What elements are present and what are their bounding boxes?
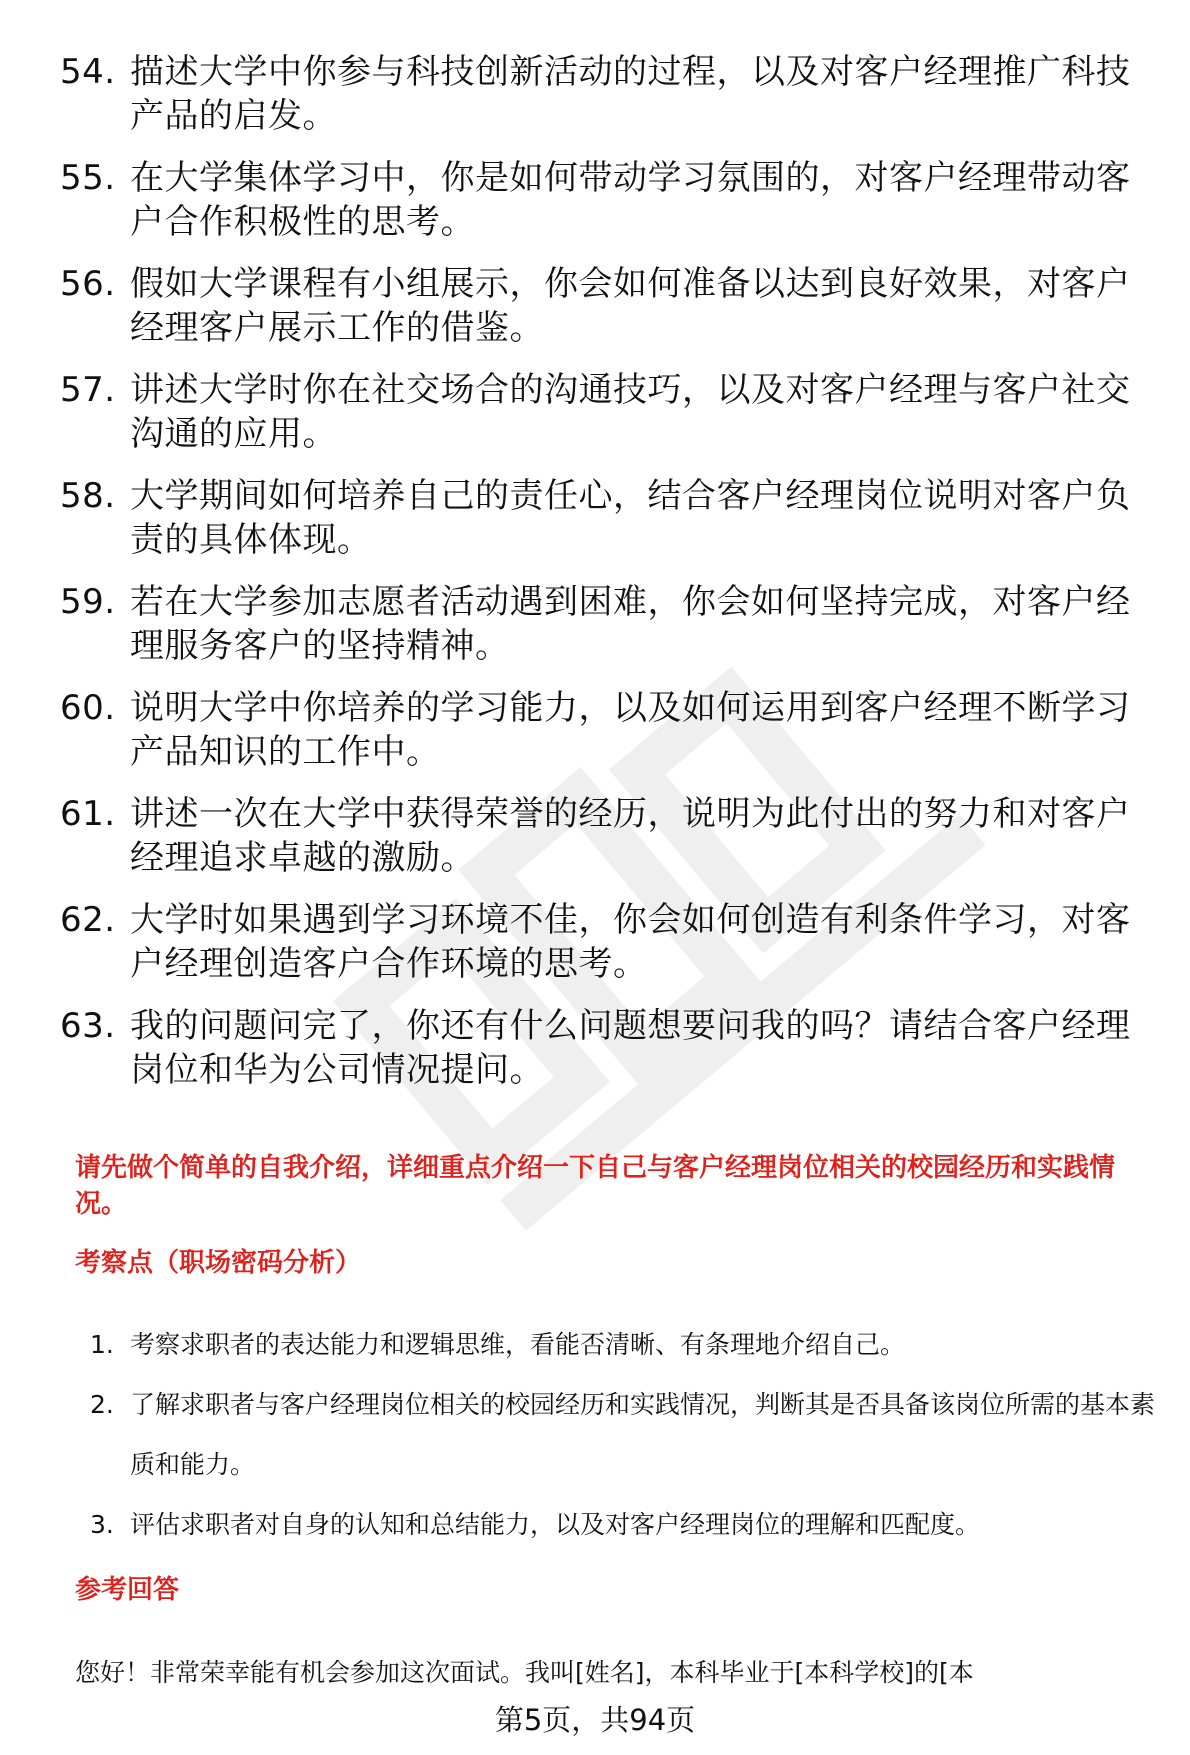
question-number: 59.	[60, 582, 116, 622]
assessment-points-list	[90, 1315, 1165, 1555]
list-item	[60, 898, 1160, 986]
list-item	[60, 580, 1160, 668]
question-text: 大学时如果遇到学习环境不佳，你会如何创造有利条件学习，对客户经理创造客户合作环境的思考。	[130, 900, 1131, 984]
question-number: 61.	[60, 794, 116, 834]
list-item	[60, 686, 1160, 774]
reference-answer-text: 您好！非常荣幸能有机会参加这次面试。我叫[姓名]，本科毕业于[本科学校]的[本	[75, 1658, 974, 1687]
page-footer: 第5页，共94页	[494, 1703, 696, 1737]
list-item	[90, 1315, 1165, 1375]
reference-answer-heading: 参考回答	[75, 1575, 180, 1605]
question-text: 若在大学参加志愿者活动遇到困难，你会如何坚持完成，对客户经理服务客户的坚持精神。	[130, 582, 1131, 666]
list-item	[90, 1375, 1165, 1495]
question-number: 62.	[60, 900, 116, 940]
question-text: 描述大学中你参与科技创新活动的过程，以及对客户经理推广科技产品的启发。	[130, 52, 1131, 136]
list-item	[60, 1004, 1160, 1092]
list-item	[60, 156, 1160, 244]
point-text: 评估求职者对自身的认知和总结能力，以及对客户经理岗位的理解和匹配度。	[130, 1510, 981, 1539]
point-text: 考察求职者的表达能力和逻辑思维，看能否清晰、有条理地介绍自己。	[130, 1330, 906, 1359]
question-text: 我的问题问完了，你还有什么问题想要问我的吗？请结合客户经理岗位和华为公司情况提问。	[130, 1006, 1131, 1090]
question-number: 58.	[60, 476, 116, 516]
question-text: 在大学集体学习中，你是如何带动学习氛围的，对客户经理带动客户合作积极性的思考。	[130, 158, 1131, 242]
list-item	[60, 262, 1160, 350]
list-item	[60, 474, 1160, 562]
question-list	[60, 50, 1160, 1110]
question-number: 54.	[60, 52, 116, 92]
question-number: 60.	[60, 688, 116, 728]
question-text: 讲述一次在大学中获得荣誉的经历，说明为此付出的努力和对客户经理追求卓越的激励。	[130, 794, 1131, 878]
question-number: 56.	[60, 264, 116, 304]
point-text: 了解求职者与客户经理岗位相关的校园经历和实践情况，判断其是否具备该岗位所需的基本素质和能力。	[130, 1390, 1156, 1479]
list-item	[60, 792, 1160, 880]
question-text: 讲述大学时你在社交场合的沟通技巧，以及对客户经理与客户社交沟通的应用。	[130, 370, 1131, 454]
point-number: 1.	[90, 1330, 114, 1359]
list-item	[60, 368, 1160, 456]
assessment-points-heading: 考察点（职场密码分析）	[75, 1248, 362, 1278]
question-number: 63.	[60, 1006, 116, 1046]
question-text: 假如大学课程有小组展示，你会如何准备以达到良好效果，对客户经理客户展示工作的借鉴。	[130, 264, 1131, 348]
question-text: 大学期间如何培养自己的责任心，结合客户经理岗位说明对客户负责的具体体现。	[130, 476, 1131, 560]
intro-question-heading: 请先做个简单的自我介绍，详细重点介绍一下自己与客户经理岗位相关的校园经历和实践情况。	[75, 1153, 1116, 1219]
question-number: 57.	[60, 370, 116, 410]
question-number: 55.	[60, 158, 116, 198]
list-item	[90, 1495, 1165, 1555]
point-number: 3.	[90, 1510, 114, 1539]
question-text: 说明大学中你培养的学习能力，以及如何运用到客户经理不断学习产品知识的工作中。	[130, 688, 1131, 772]
list-item	[60, 50, 1160, 138]
point-number: 2.	[90, 1390, 114, 1419]
